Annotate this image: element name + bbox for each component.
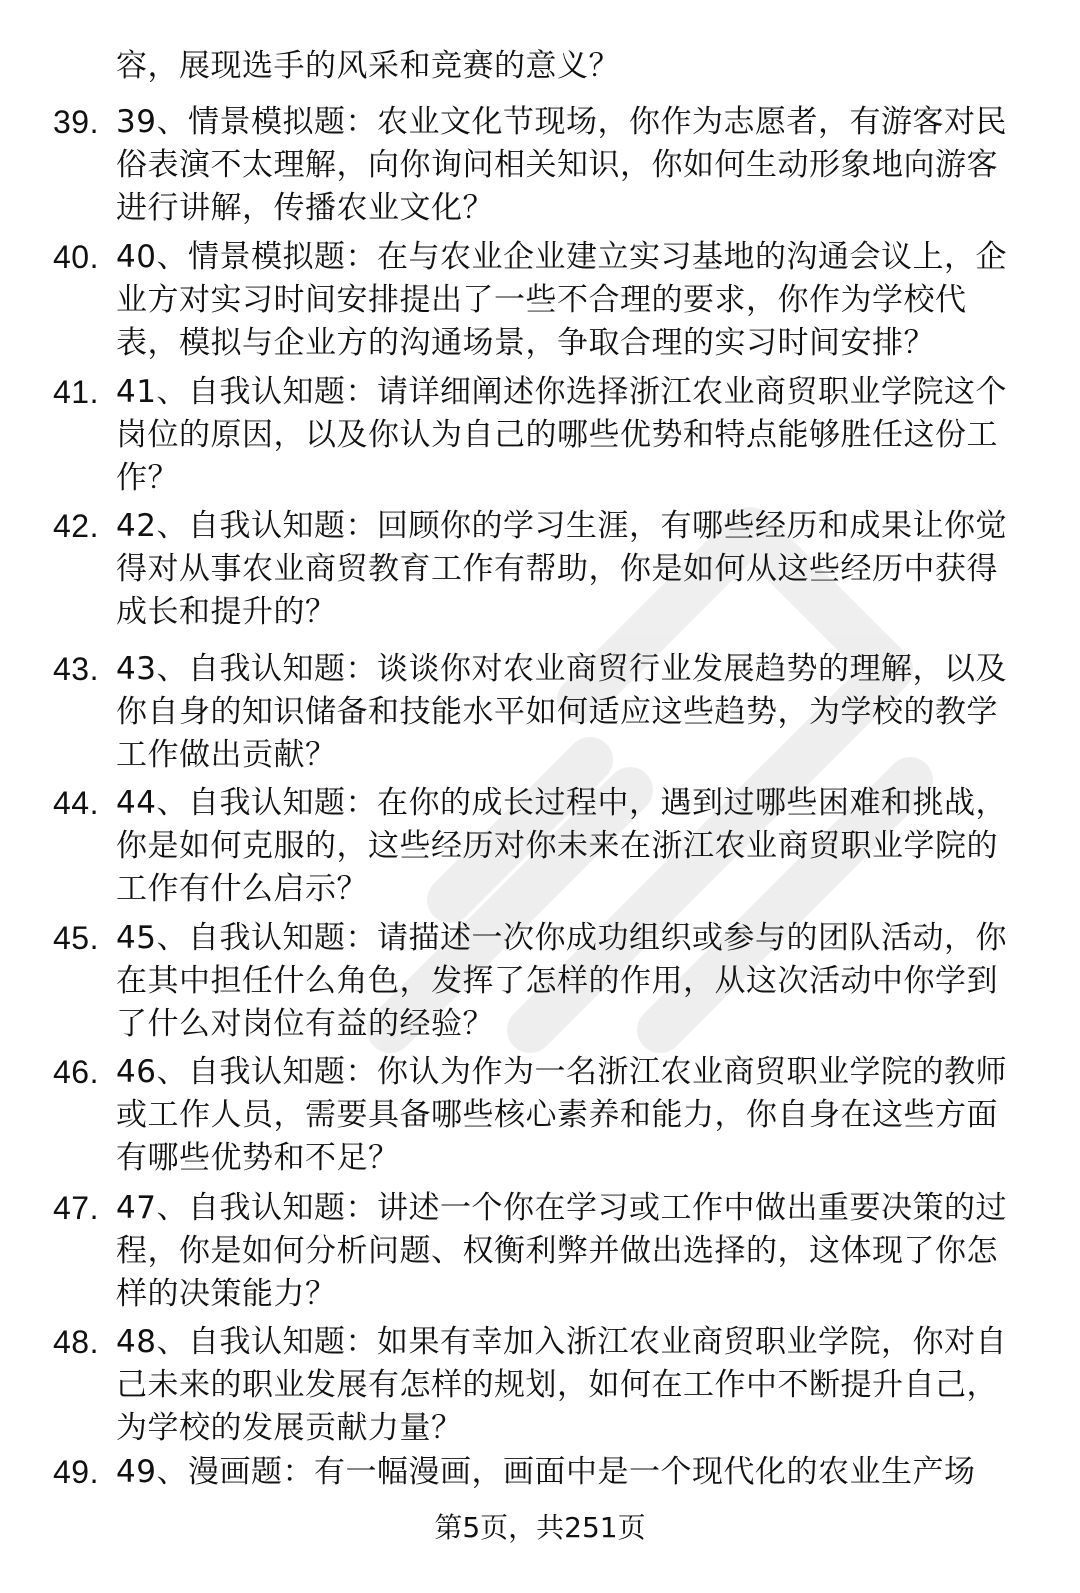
question-text-line: 41、自我认知题：请详细阐述你选择浙江农业商贸职业学院这个 [116,374,1007,410]
question-text-line: 在其中担任什么角色，发挥了怎样的作用，从这次活动中你学到 [116,963,998,999]
question-text-line: 40、情景模拟题：在与农业企业建立实习基地的沟通会议上，企 [116,239,1007,275]
question-text-line: 39、情景模拟题：农业文化节现场，你作为志愿者，有游客对民 [116,104,1007,140]
question-number: 45. [53,920,99,956]
question-text-line: 47、自我认知题：讲述一个你在学习或工作中做出重要决策的过 [116,1190,1007,1226]
question-number: 48. [53,1324,99,1360]
question-text-line: 成长和提升的？ [116,594,337,630]
question-text-line: 表，模拟与企业方的沟通场景，争取合理的实习时间安排？ [116,325,935,361]
page-number: 第5页，共251页 [434,1511,646,1544]
question-text-line: 43、自我认知题：谈谈你对农业商贸行业发展趋势的理解，以及 [116,651,1007,687]
question-text-line: 或工作人员，需要具备哪些核心素养和能力，你自身在这些方面 [116,1097,998,1133]
question-number: 47. [53,1190,99,1226]
question-number: 41. [53,374,99,410]
question-number: 39. [53,104,99,140]
question-text-line: 有哪些优势和不足？ [116,1140,400,1176]
question-text-line: 作？ [116,460,179,496]
question-text-line: 45、自我认知题：请描述一次你成功组织或参与的团队活动，你 [116,920,1007,956]
question-text-line: 样的决策能力？ [116,1276,337,1312]
question-text-line: 业方对实习时间安排提出了一些不合理的要求，你作为学校代 [116,282,967,318]
question-text-line: 42、自我认知题：回顾你的学习生涯，有哪些经历和成果让你觉 [116,508,1007,544]
question-text-line: 工作有什么启示？ [116,871,368,907]
question-number: 43. [53,651,99,687]
question-text-line: 俗表演不太理解，向你询问相关知识，你如何生动形象地向游客 [116,147,998,183]
question-text-line: 你自身的知识储备和技能水平如何适应这些趋势，为学校的教学 [116,694,998,730]
question-text-line: 程，你是如何分析问题、权衡利弊并做出选择的，这体现了你怎 [116,1233,998,1269]
question-text-line: 了什么对岗位有益的经验？ [116,1006,494,1042]
continuation-text: 容，展现选手的风采和竞赛的意义？ [116,48,620,84]
question-number: 44. [53,785,99,821]
question-text-line: 岗位的原因，以及你认为自己的哪些优势和特点能够胜任这份工 [116,417,998,453]
question-number: 46. [53,1054,99,1090]
question-text-line: 得对从事农业商贸教育工作有帮助，你是如何从这些经历中获得 [116,551,998,587]
question-text-line: 46、自我认知题：你认为作为一名浙江农业商贸职业学院的教师 [116,1054,1007,1090]
question-number: 42. [53,508,99,544]
question-text-line: 己未来的职业发展有怎样的规划，如何在工作中不断提升自己， [116,1367,998,1403]
question-number: 49. [53,1454,99,1490]
question-text-line: 为学校的发展贡献力量？ [116,1410,463,1446]
question-text-line: 44、自我认知题：在你的成长过程中，遇到过哪些困难和挑战， [116,785,1007,821]
question-text-line: 你是如何克服的，这些经历对你未来在浙江农业商贸职业学院的 [116,828,998,864]
question-text-line: 48、自我认知题：如果有幸加入浙江农业商贸职业学院，你对自 [116,1324,1007,1360]
question-text-line: 工作做出贡献？ [116,737,337,773]
question-text-line: 49、漫画题：有一幅漫画，画面中是一个现代化的农业生产场 [116,1454,976,1490]
question-text-line: 进行讲解，传播农业文化？ [116,190,494,226]
question-number: 40. [53,239,99,275]
